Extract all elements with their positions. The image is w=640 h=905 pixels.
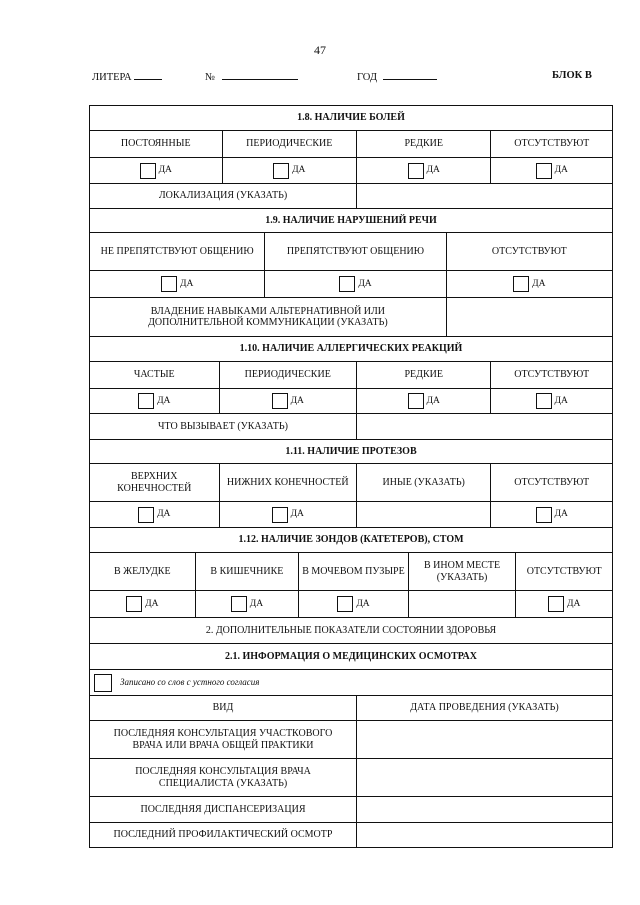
year-blank[interactable] [383,70,437,80]
checkbox-box[interactable] [138,507,154,523]
number-blank[interactable] [222,70,298,80]
litera-field [92,70,162,83]
pain-localization-row [90,184,612,209]
exams-date-input[interactable] [357,721,612,758]
speech-title: 1.9. НАЛИЧИЕ НАРУШЕНИЙ РЕЧИ [90,209,612,233]
yes-label: ДА [157,509,171,520]
probes-col-intestine: В КИШЕЧНИКЕ [196,553,300,590]
speech-col-absent: ОТСУТСТВУЮТ [491,245,567,257]
pain-rare-checkbox[interactable] [357,158,491,183]
exams-kind-label: ПОСЛЕДНЯЯ КОНСУЛЬТАЦИЯ УЧАСТКОВОГО ВРАЧА ИЛИ ВРАЧА ОБЩЕЙ ПРАКТИКИ [90,721,357,758]
yes-label: ДА [554,509,568,520]
extra-indicators-title: 2. ДОПОЛНИТЕЛЬНЫЕ ПОКАЗАТЕЛИ СОСТОЯНИИ ЗДОРОВЬЯ [90,618,612,644]
pain-title: 1.8. НАЛИЧИЕ БОЛЕЙ [90,106,612,131]
pain-col-constant: ПОСТОЯННЫЕ [90,131,223,157]
prosthesis-upper-checkbox[interactable] [90,502,220,527]
year-field [357,70,437,83]
health-form [89,105,613,848]
speech-no-obstacle-checkbox[interactable] [90,271,265,297]
probes-stomach-checkbox[interactable] [90,591,196,617]
pain-col-rare: РЕДКИЕ [357,131,491,157]
allergy-col-rare: РЕДКИЕ [357,362,491,388]
exams-kind-header: ВИД [90,696,357,720]
probes-check-row [90,591,612,618]
oral-consent-label: Записано со слов с устного согласия [120,677,260,688]
checkbox-box[interactable] [138,393,154,409]
oral-consent-checkbox[interactable] [90,670,612,695]
exams-row-preventive [90,823,612,847]
prosthesis-col-other: ИНЫЕ (УКАЗАТЬ) [357,464,491,501]
exams-row-dispensary [90,797,612,823]
pain-periodic-checkbox[interactable] [223,158,357,183]
yes-label: ДА [145,598,159,609]
yes-label: ДА [532,278,546,289]
speech-col-obstacle: ПРЕПЯТСТВУЮТ ОБЩЕНИЮ [265,233,446,270]
checkbox-box[interactable] [272,393,288,409]
allergy-absent-checkbox[interactable] [491,389,612,413]
litera-blank[interactable] [134,70,162,80]
yes-label: ДА [426,395,440,406]
checkbox-box[interactable] [408,393,424,409]
prosthesis-check-row [90,502,612,528]
number-label: № [205,72,216,83]
checkbox-box[interactable] [231,596,247,612]
speech-skills-label: ВЛАДЕНИЕ НАВЫКАМИ АЛЬТЕРНАТИВНОЙ ИЛИ ДОПОЛНИТЕЛЬНОЙ КОММУНИКАЦИИ (УКАЗАТЬ) [90,298,447,336]
exams-row-district-doctor [90,721,612,759]
yes-label: ДА [426,165,440,176]
checkbox-box[interactable] [273,163,289,179]
checkbox-box[interactable] [513,276,529,292]
speech-skills-row [90,298,612,337]
probes-col-absent: ОТСУТСТВУЮТ [526,565,602,577]
speech-absent-checkbox[interactable] [447,271,612,297]
exams-date-input[interactable] [357,823,612,847]
checkbox-box[interactable] [337,596,353,612]
yes-label: ДА [179,278,194,289]
pain-localization-input[interactable] [357,184,612,208]
checkbox-box[interactable] [161,276,177,292]
exams-kind-label: ПОСЛЕДНЯЯ ДИСПАНСЕРИЗАЦИЯ [90,797,357,822]
yes-label: ДА [157,395,171,406]
checkbox-box[interactable] [140,163,156,179]
speech-obstacle-checkbox[interactable] [265,271,446,297]
checkbox-box[interactable] [94,674,112,692]
pain-check-row [90,158,612,184]
probes-intestine-checkbox[interactable] [196,591,300,617]
pain-localization-label: ЛОКАЛИЗАЦИЯ (УКАЗАТЬ) [90,184,357,208]
probes-col-stomach: В ЖЕЛУДКЕ [90,553,196,590]
speech-col-no-obstacle: НЕ ПРЕПЯТСТВУЮТ ОБЩЕНИЮ [90,233,265,270]
pain-col-absent: ОТСУТСТВУЮТ [514,138,590,150]
checkbox-box[interactable] [536,507,552,523]
exams-row-specialist [90,759,612,797]
allergy-header-row [90,362,612,389]
yes-label: ДА [158,165,172,176]
probes-bladder-checkbox[interactable] [299,591,409,617]
allergy-cause-row [90,414,612,440]
probes-col-other: В ИНОМ МЕСТЕ (УКАЗАТЬ) [409,553,517,590]
exams-date-header: ДАТА ПРОВЕДЕНИЯ (УКАЗАТЬ) [410,702,559,714]
checkbox-box[interactable] [126,596,142,612]
pain-col-periodic: ПЕРИОДИЧЕСКИЕ [223,131,357,157]
yes-label: ДА [567,598,581,609]
prosthesis-absent-checkbox[interactable] [491,502,612,527]
allergy-col-frequent: ЧАСТЫЕ [90,362,220,388]
yes-label: ДА [356,598,370,609]
checkbox-box[interactable] [408,163,424,179]
allergy-periodic-checkbox[interactable] [220,389,357,413]
pain-constant-checkbox[interactable] [90,158,223,183]
exams-kind-label: ПОСЛЕДНИЙ ПРОФИЛАКТИЧЕСКИЙ ОСМОТР [90,823,357,847]
speech-skills-input[interactable] [447,298,612,336]
probes-other-input[interactable] [409,591,517,617]
prosthesis-other-input[interactable] [357,502,491,527]
allergy-col-absent: ОТСУТСТВУЮТ [514,369,590,381]
yes-label: ДА [358,278,372,289]
year-label: ГОД [357,72,378,83]
checkbox-box[interactable] [536,393,552,409]
probes-header-row [90,553,612,591]
exams-date-input[interactable] [357,797,612,822]
probes-title: 1.12. НАЛИЧИЕ ЗОНДОВ (КАТЕТЕРОВ), СТОМ [90,528,612,553]
prosthesis-col-lower: НИЖНИХ КОНЕЧНОСТЕЙ [220,464,357,501]
number-field [205,70,298,83]
exams-kind-label: ПОСЛЕДНЯЯ КОНСУЛЬТАЦИЯ ВРАЧА СПЕЦИАЛИСТА (УКАЗАТЬ) [90,759,357,796]
yes-label: ДА [290,509,304,520]
prosthesis-col-absent: ОТСУТСТВУЮТ [514,476,590,488]
speech-check-row [90,271,612,298]
exams-title: 2.1. ИНФОРМАЦИЯ О МЕДИЦИНСКИХ ОСМОТРАХ [90,644,612,670]
probes-absent-checkbox[interactable] [516,591,612,617]
oral-consent-row [90,670,612,696]
prosthesis-title: 1.11. НАЛИЧИЕ ПРОТЕЗОВ [90,440,612,464]
allergy-col-periodic: ПЕРИОДИЧЕСКИЕ [220,362,357,388]
pain-absent-checkbox[interactable] [491,158,612,183]
checkbox-box[interactable] [339,276,355,292]
yes-label: ДА [554,165,568,176]
checkbox-box[interactable] [272,507,288,523]
yes-label: ДА [554,395,568,406]
probes-col-bladder: В МОЧЕВОМ ПУЗЫРЕ [299,553,409,590]
yes-label: ДА [249,598,264,609]
exams-header-row [90,696,612,721]
allergy-check-row [90,389,612,414]
speech-header-row [90,233,612,271]
allergy-rare-checkbox[interactable] [357,389,491,413]
allergy-cause-label: ЧТО ВЫЗЫВАЕТ (УКАЗАТЬ) [90,414,357,439]
prosthesis-col-upper: ВЕРХНИХ КОНЕЧНОСТЕЙ [90,464,220,501]
exams-date-input[interactable] [357,759,612,796]
yes-label: ДА [290,395,304,406]
prosthesis-header-row [90,464,612,502]
yes-label: ДА [292,165,306,176]
allergy-cause-input[interactable] [357,414,612,439]
checkbox-box[interactable] [536,163,552,179]
litera-label: ЛИТЕРА [92,72,132,83]
allergy-frequent-checkbox[interactable] [90,389,220,413]
checkbox-box[interactable] [548,596,564,612]
allergy-title: 1.10. НАЛИЧИЕ АЛЛЕРГИЧЕСКИХ РЕАКЦИЙ [90,337,612,362]
block-label: БЛОК В [552,70,592,81]
page-number: 47 [314,43,326,57]
prosthesis-lower-checkbox[interactable] [220,502,357,527]
pain-header-row [90,131,612,158]
